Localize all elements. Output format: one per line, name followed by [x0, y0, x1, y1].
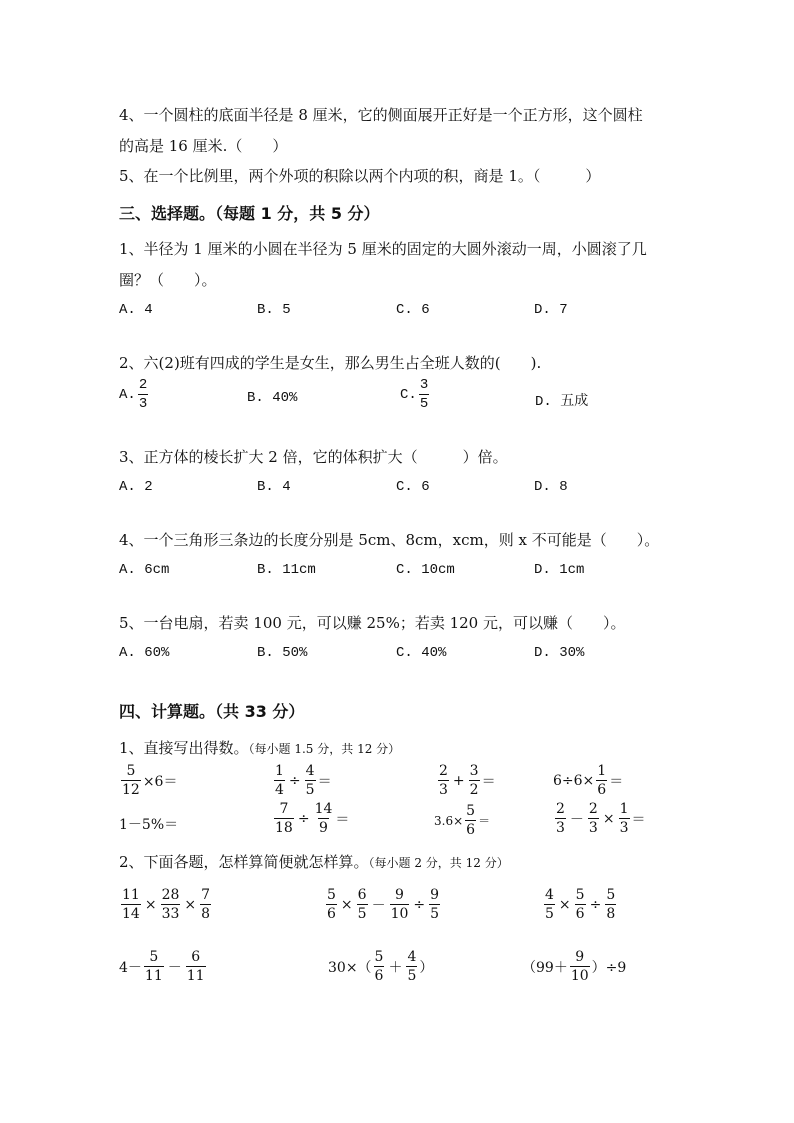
simplify-calc-1: $\frac{11}{14}$ × $\frac{28}{33}$ × $\frac{7}{8}$	[122, 887, 211, 922]
choice-q2: 2、六(2)班有四成的学生是女生，那么男生占全班人数的( ).	[119, 354, 542, 372]
choice-q4-option-d: D. 1cm	[534, 562, 585, 578]
choice-q1-line1: 1、半径为 1 厘米的小圆在半径为 5 厘米的固定的大圆外滚动一周，小圆滚了几	[119, 240, 647, 258]
choice-q3-option-b: B. 4	[257, 479, 291, 495]
simplify-calc-2: $\frac{5}{6}$ × $\frac{6}{5}$ － $\frac{9}{10}$ ÷ $\frac{9}{5}$	[327, 887, 440, 922]
calc-part2-note: （每小题 2 分，共 12 分）	[368, 856, 509, 870]
option-label: A.	[119, 386, 136, 403]
simplify-calc-6: （99＋ $\frac{9}{10}$ ）÷9	[522, 949, 627, 984]
choice-q4-option-a: A. 6cm	[119, 562, 170, 578]
choice-q5-option-a: A. 60%	[119, 645, 170, 661]
judge-q4-line1: 4、一个圆柱的底面半径是 8 厘米，它的侧面展开正好是一个正方形，这个圆柱	[119, 106, 643, 124]
direct-calc-5: 1－5%＝	[119, 817, 179, 833]
section-four-title: 四、计算题。（共 33 分）	[119, 702, 305, 721]
choice-q4: 4、一个三角形三条边的长度分别是 5cm、8cm，xcm，则 x 不可能是（ ）。	[119, 531, 660, 549]
choice-q1-line2: 圈？（ ）。	[119, 271, 217, 289]
choice-q4-option-b: B. 11cm	[257, 562, 316, 578]
choice-q5: 5、一台电扇，若卖 100 元，可以赚 25%；若卖 120 元，可以赚（ ）。	[119, 614, 626, 632]
choice-q2-option-d: D. 五成	[535, 394, 589, 410]
direct-calc-7: 3.6× $\frac{5}{6}$ ＝	[434, 803, 491, 838]
judge-q4-line2: 的高是 16 厘米.（ ）	[119, 137, 288, 155]
calc-part1-title	[119, 737, 400, 758]
choice-q1-option-c: C. 6	[396, 302, 430, 318]
choice-q3-option-a: A. 2	[119, 479, 153, 495]
choice-q2-option-b: B. 40%	[247, 390, 298, 406]
option-label: C.	[400, 386, 417, 403]
calc-part1-label: 1、直接写出得数。	[119, 739, 249, 757]
choice-q5-option-b: B. 50%	[257, 645, 308, 661]
choice-q1-option-d: D. 7	[534, 302, 568, 318]
fraction: $\frac{2}{3}$	[138, 377, 148, 412]
choice-q3-option-c: C. 6	[396, 479, 430, 495]
direct-calc-4: 6÷6× $\frac{1}{6}$ ＝	[553, 763, 624, 798]
calc-part1-note: （每小题 1.5 分，共 12 分）	[248, 742, 401, 756]
direct-calc-8: $\frac{2}{3}$ － $\frac{2}{3}$ × $\frac{1}{3}$ ＝	[556, 801, 646, 836]
simplify-calc-4: 4－ $\frac{5}{11}$ － $\frac{6}{11}$	[119, 949, 205, 984]
judge-q5: 5、在一个比例里，两个外项的积除以两个内项的积，商是 1。（ ）	[119, 167, 601, 185]
direct-calc-6: $\frac{7}{18}$ ÷ $\frac{14}{9}$ ＝	[275, 801, 350, 836]
calc-part2-label: 2、下面各题，怎样算简便就怎样算。	[119, 853, 369, 871]
choice-q4-option-c: C. 10cm	[396, 562, 455, 578]
simplify-calc-3: $\frac{4}{5}$ × $\frac{5}{6}$ ÷ $\frac{5}{8}$	[545, 887, 616, 922]
choice-q3: 3、正方体的棱长扩大 2 倍，它的体积扩大（ ）倍。	[119, 448, 508, 466]
section-three-title: 三、选择题。（每题 1 分，共 5 分）	[119, 204, 380, 223]
choice-q2-option-a	[119, 378, 150, 411]
simplify-calc-5: 30×（ $\frac{5}{6}$ ＋ $\frac{4}{5}$ ）	[328, 949, 434, 984]
choice-q1-option-a: A. 4	[119, 302, 153, 318]
calc-part2-title	[119, 851, 509, 872]
direct-calc-1: $\frac{5}{12}$ ×6＝	[122, 763, 178, 798]
direct-calc-3: $\frac{2}{3}$ + $\frac{3}{2}$ ＝	[439, 763, 496, 798]
choice-q2-option-c	[400, 378, 431, 411]
choice-q1-option-b: B. 5	[257, 302, 291, 318]
direct-calc-2: $\frac{1}{4}$ ÷ $\frac{4}{5}$ ＝	[275, 763, 332, 798]
choice-q5-option-d: D. 30%	[534, 645, 585, 661]
choice-q3-option-d: D. 8	[534, 479, 568, 495]
fraction: $\frac{3}{5}$	[419, 377, 429, 412]
choice-q5-option-c: C. 40%	[396, 645, 447, 661]
